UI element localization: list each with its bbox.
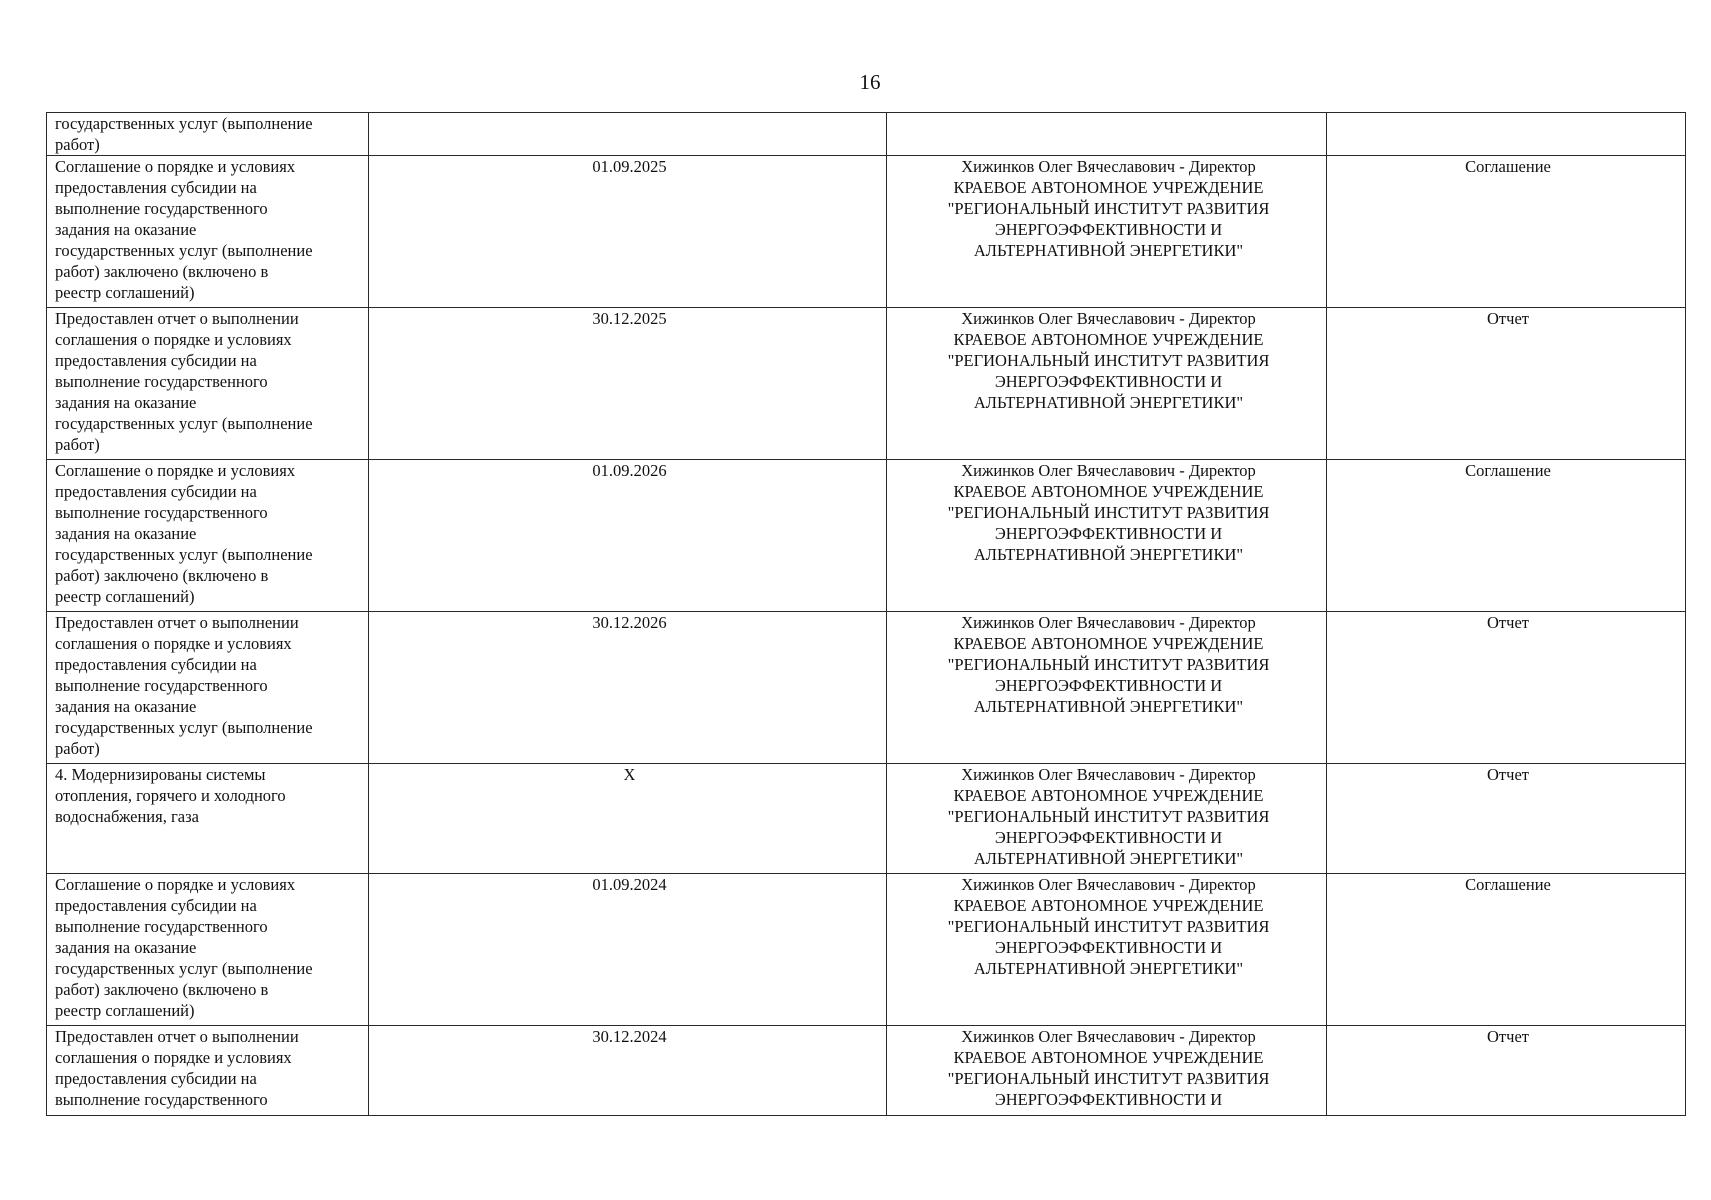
- row-description: Соглашение о порядке и условиях предоставления субсидии на выполнение государственного задания на оказание государственных услуг (выполнение работ) заключено (включено в реестр соглашений): [47, 156, 369, 308]
- row-responsible: Хижинков Олег Вячеславович - Директор КРАЕВОЕ АВТОНОМНОЕ УЧРЕЖДЕНИЕ "РЕГИОНАЛЬНЫЙ ИНСТИТУТ РАЗВИТИЯ ЭНЕРГОЭФФЕКТИВНОСТИ И: [887, 1026, 1327, 1116]
- row-date: 30.12.2025: [369, 308, 887, 460]
- row-document-type: [1327, 113, 1686, 156]
- table-row: [47, 460, 1686, 612]
- row-document-type: Отчет: [1327, 1026, 1686, 1116]
- row-description: Соглашение о порядке и условиях предоставления субсидии на выполнение государственного задания на оказание государственных услуг (выполнение работ) заключено (включено в реестр соглашений): [47, 874, 369, 1026]
- table-row: [47, 308, 1686, 460]
- row-description: Предоставлен отчет о выполнении соглашения о порядке и условиях предоставления субсидии на выполнение государственного задания на оказание государственных услуг (выполнение работ): [47, 308, 369, 460]
- table-row: [47, 612, 1686, 764]
- page-number: 16: [859, 70, 881, 94]
- row-date: 30.12.2026: [369, 612, 887, 764]
- row-responsible: Хижинков Олег Вячеславович - Директор КРАЕВОЕ АВТОНОМНОЕ УЧРЕЖДЕНИЕ "РЕГИОНАЛЬНЫЙ ИНСТИТУТ РАЗВИТИЯ ЭНЕРГОЭФФЕКТИВНОСТИ И АЛЬТЕРНАТИВНОЙ ЭНЕРГЕТИКИ": [887, 764, 1327, 874]
- row-document-type: Соглашение: [1327, 874, 1686, 1026]
- row-date: 30.12.2024: [369, 1026, 887, 1116]
- row-description: государственных услуг (выполнение работ): [47, 113, 369, 156]
- row-responsible: Хижинков Олег Вячеславович - Директор КРАЕВОЕ АВТОНОМНОЕ УЧРЕЖДЕНИЕ "РЕГИОНАЛЬНЫЙ ИНСТИТУТ РАЗВИТИЯ ЭНЕРГОЭФФЕКТИВНОСТИ И АЛЬТЕРНАТИВНОЙ ЭНЕРГЕТИКИ": [887, 156, 1327, 308]
- table-row: [47, 1026, 1686, 1116]
- row-document-type: Соглашение: [1327, 460, 1686, 612]
- row-date: 01.09.2024: [369, 874, 887, 1026]
- row-responsible: Хижинков Олег Вячеславович - Директор КРАЕВОЕ АВТОНОМНОЕ УЧРЕЖДЕНИЕ "РЕГИОНАЛЬНЫЙ ИНСТИТУТ РАЗВИТИЯ ЭНЕРГОЭФФЕКТИВНОСТИ И АЛЬТЕРНАТИВНОЙ ЭНЕРГЕТИКИ": [887, 460, 1327, 612]
- row-document-type: Отчет: [1327, 308, 1686, 460]
- row-description: 4. Модернизированы системы отопления, горячего и холодного водоснабжения, газа: [47, 764, 369, 874]
- row-date: [369, 113, 887, 156]
- row-document-type: Отчет: [1327, 612, 1686, 764]
- row-description: Соглашение о порядке и условиях предоставления субсидии на выполнение государственного задания на оказание государственных услуг (выполнение работ) заключено (включено в реестр соглашений): [47, 460, 369, 612]
- row-description: Предоставлен отчет о выполнении соглашения о порядке и условиях предоставления субсидии на выполнение государственного задания на оказание государственных услуг (выполнение работ): [47, 612, 369, 764]
- table-row: [47, 156, 1686, 308]
- control-points-table: [46, 112, 1686, 1116]
- row-date: 01.09.2025: [369, 156, 887, 308]
- table-row: [47, 113, 1686, 156]
- table-row: [47, 874, 1686, 1026]
- row-document-type: Отчет: [1327, 764, 1686, 874]
- row-responsible: Хижинков Олег Вячеславович - Директор КРАЕВОЕ АВТОНОМНОЕ УЧРЕЖДЕНИЕ "РЕГИОНАЛЬНЫЙ ИНСТИТУТ РАЗВИТИЯ ЭНЕРГОЭФФЕКТИВНОСТИ И АЛЬТЕРНАТИВНОЙ ЭНЕРГЕТИКИ": [887, 612, 1327, 764]
- row-description: Предоставлен отчет о выполнении соглашения о порядке и условиях предоставления субсидии на выполнение государственного: [47, 1026, 369, 1116]
- row-responsible: Хижинков Олег Вячеславович - Директор КРАЕВОЕ АВТОНОМНОЕ УЧРЕЖДЕНИЕ "РЕГИОНАЛЬНЫЙ ИНСТИТУТ РАЗВИТИЯ ЭНЕРГОЭФФЕКТИВНОСТИ И АЛЬТЕРНАТИВНОЙ ЭНЕРГЕТИКИ": [887, 308, 1327, 460]
- row-responsible: [887, 113, 1327, 156]
- row-date: X: [369, 764, 887, 874]
- row-responsible: Хижинков Олег Вячеславович - Директор КРАЕВОЕ АВТОНОМНОЕ УЧРЕЖДЕНИЕ "РЕГИОНАЛЬНЫЙ ИНСТИТУТ РАЗВИТИЯ ЭНЕРГОЭФФЕКТИВНОСТИ И АЛЬТЕРНАТИВНОЙ ЭНЕРГЕТИКИ": [887, 874, 1327, 1026]
- row-date: 01.09.2026: [369, 460, 887, 612]
- table-row: [47, 764, 1686, 874]
- row-document-type: Соглашение: [1327, 156, 1686, 308]
